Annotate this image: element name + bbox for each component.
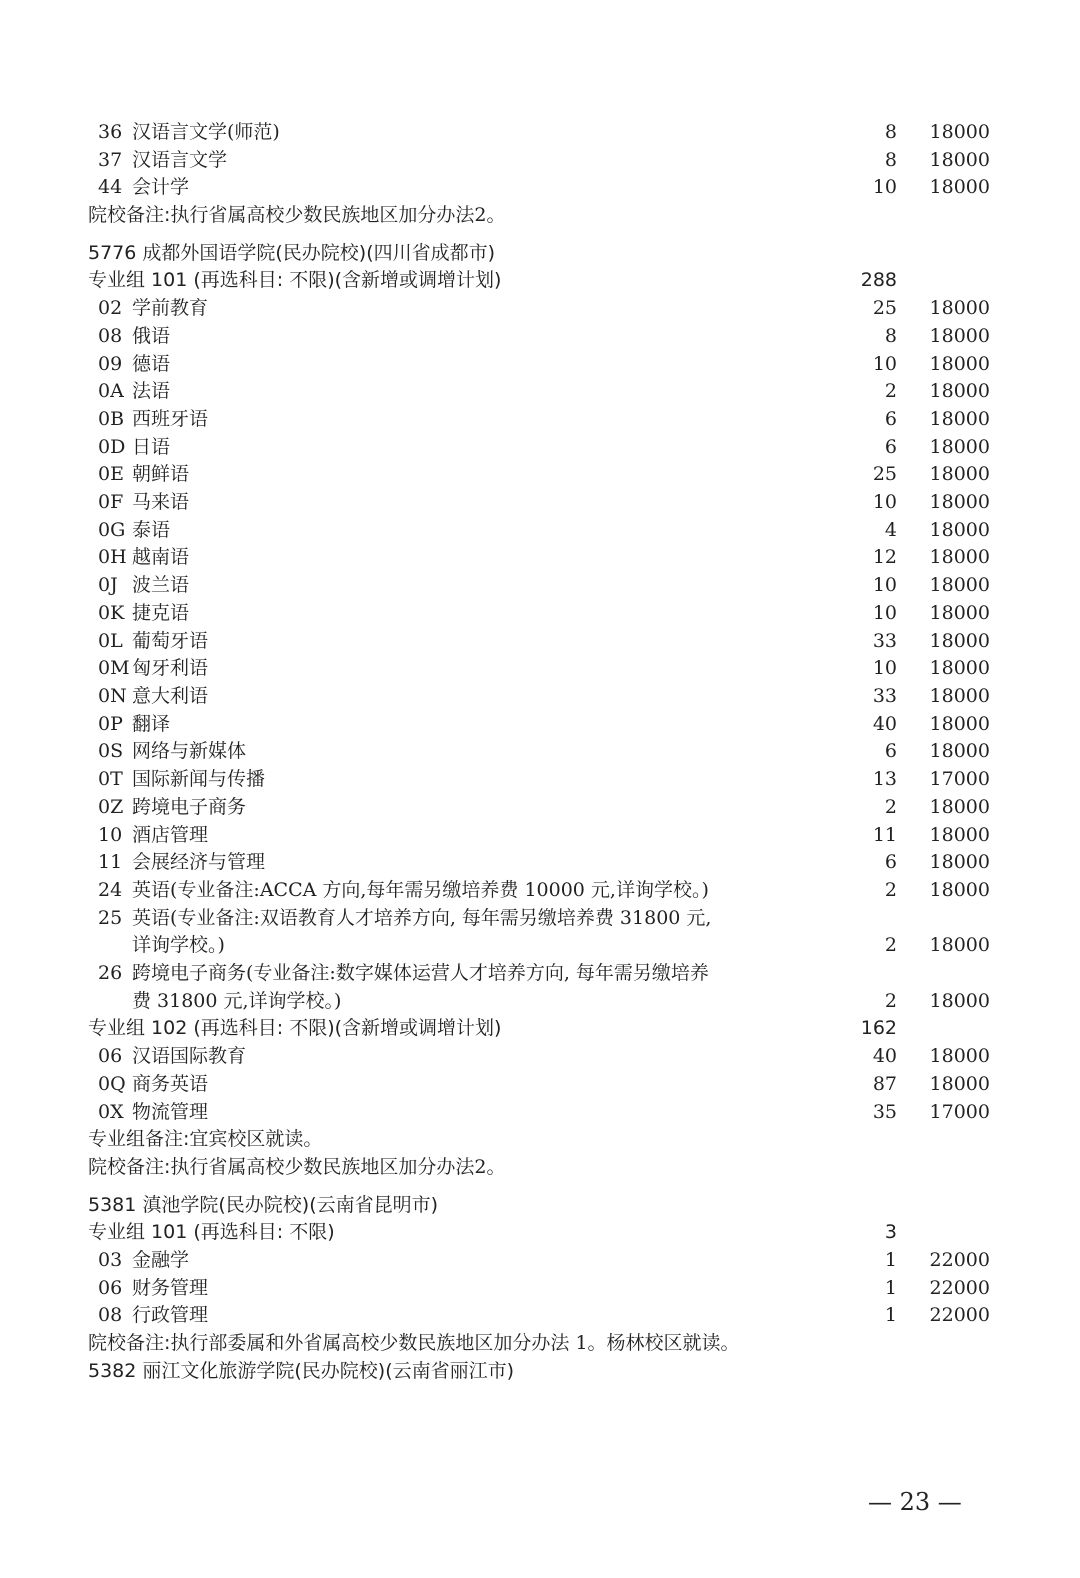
school-heading bbox=[0, 1191, 1080, 1219]
major-row bbox=[0, 350, 1080, 378]
tuition-fee: 18000 bbox=[929, 630, 990, 652]
major-code: 0N bbox=[98, 685, 127, 707]
tuition-fee: 22000 bbox=[929, 1304, 990, 1326]
major-code: 02 bbox=[98, 297, 123, 319]
plan-count: 8 bbox=[884, 149, 897, 171]
tuition-fee: 18000 bbox=[929, 824, 990, 846]
major-code: 0P bbox=[98, 713, 123, 735]
tuition-fee: 18000 bbox=[929, 297, 990, 319]
major-row bbox=[0, 765, 1080, 793]
major-code: 03 bbox=[98, 1249, 123, 1271]
plan-count: 35 bbox=[872, 1101, 897, 1123]
remark-label: 院校备注: bbox=[88, 204, 171, 226]
plan-count: 25 bbox=[872, 463, 897, 485]
school-heading bbox=[0, 239, 1080, 267]
major-name: 英语(专业备注:双语教育人才培养方向, 每年需另缴培养费 31800 元, bbox=[132, 907, 712, 929]
tuition-fee: 18000 bbox=[929, 519, 990, 541]
major-row bbox=[0, 433, 1080, 461]
major-name: 捷克语 bbox=[132, 602, 190, 624]
remark bbox=[88, 201, 506, 229]
major-name: 物流管理 bbox=[132, 1101, 209, 1123]
remark-line bbox=[0, 1125, 1080, 1153]
remark-line bbox=[0, 1153, 1080, 1181]
plan-count: 1 bbox=[884, 1304, 897, 1326]
plan-count: 8 bbox=[884, 121, 897, 143]
major-code: 0T bbox=[98, 768, 123, 790]
major-name: 国际新闻与传播 bbox=[132, 768, 266, 790]
plan-count: 2 bbox=[884, 934, 897, 956]
plan-count: 2 bbox=[884, 380, 897, 402]
tuition-fee: 18000 bbox=[929, 463, 990, 485]
major-name: 德语 bbox=[132, 353, 171, 375]
tuition-fee: 18000 bbox=[929, 851, 990, 873]
major-code: 26 bbox=[98, 962, 123, 984]
remark-text: 执行部委属和外省属高校少数民族地区加分办法 1。杨林校区就读。 bbox=[170, 1332, 740, 1354]
plan-count: 10 bbox=[872, 176, 897, 198]
plan-count: 2 bbox=[884, 879, 897, 901]
plan-count: 40 bbox=[872, 1045, 897, 1067]
plan-count: 10 bbox=[872, 353, 897, 375]
tuition-fee: 18000 bbox=[929, 602, 990, 624]
school-name: 5382 丽江文化旅游学院(民办院校)(云南省丽江市) bbox=[88, 1360, 515, 1382]
major-code: 24 bbox=[98, 879, 123, 901]
tuition-fee: 18000 bbox=[929, 121, 990, 143]
school-heading bbox=[0, 1357, 1080, 1385]
plan-count: 10 bbox=[872, 602, 897, 624]
major-name: 汉语言文学 bbox=[132, 149, 228, 171]
major-code: 0K bbox=[98, 602, 125, 624]
major-name: 日语 bbox=[132, 436, 171, 458]
major-row bbox=[0, 488, 1080, 516]
major-row bbox=[0, 571, 1080, 599]
remark-line bbox=[0, 1329, 1080, 1357]
remark-text: 执行省属高校少数民族地区加分办法2。 bbox=[170, 1156, 506, 1178]
plan-count: 12 bbox=[872, 546, 897, 568]
major-row bbox=[0, 848, 1080, 876]
major-code: 0B bbox=[98, 408, 125, 430]
major-name: 财务管理 bbox=[132, 1277, 209, 1299]
tuition-fee: 18000 bbox=[929, 1073, 990, 1095]
major-name: 马来语 bbox=[132, 491, 190, 513]
major-code: 0A bbox=[98, 380, 124, 402]
major-row bbox=[0, 1042, 1080, 1070]
plan-count: 13 bbox=[872, 768, 897, 790]
remark-text: 执行省属高校少数民族地区加分办法2。 bbox=[170, 204, 506, 226]
tuition-fee: 17000 bbox=[929, 768, 990, 790]
major-row bbox=[0, 793, 1080, 821]
major-row bbox=[0, 710, 1080, 738]
major-row bbox=[0, 959, 1080, 987]
major-row bbox=[0, 904, 1080, 932]
tuition-fee: 18000 bbox=[929, 353, 990, 375]
major-code: 0S bbox=[98, 740, 124, 762]
major-name: 越南语 bbox=[132, 546, 190, 568]
major-row bbox=[0, 146, 1080, 174]
major-row bbox=[0, 682, 1080, 710]
major-name: 匈牙利语 bbox=[132, 657, 209, 679]
plan-count: 6 bbox=[884, 436, 897, 458]
plan-count: 10 bbox=[872, 657, 897, 679]
major-row bbox=[0, 599, 1080, 627]
plan-count: 1 bbox=[884, 1249, 897, 1271]
group-title: 专业组 101 (再选科目: 不限)(含新增或调增计划) bbox=[88, 269, 502, 291]
tuition-fee: 18000 bbox=[929, 713, 990, 735]
school-name: 5776 成都外国语学院(民办院校)(四川省成都市) bbox=[88, 242, 496, 264]
major-name-continued: 详询学校。) bbox=[132, 934, 225, 956]
plan-count: 2 bbox=[884, 796, 897, 818]
major-code: 11 bbox=[98, 851, 123, 873]
major-name: 商务英语 bbox=[132, 1073, 209, 1095]
group-title: 专业组 101 (再选科目: 不限) bbox=[88, 1221, 335, 1243]
major-row bbox=[0, 1301, 1080, 1329]
school-name: 5381 滇池学院(民办院校)(云南省昆明市) bbox=[88, 1194, 439, 1216]
major-row bbox=[0, 654, 1080, 682]
remark bbox=[88, 1329, 740, 1357]
major-row bbox=[0, 543, 1080, 571]
major-row-continued bbox=[0, 987, 1080, 1015]
remark-line bbox=[0, 201, 1080, 229]
major-group-heading bbox=[0, 1218, 1080, 1246]
major-name: 英语(专业备注:ACCA 方向,每年需另缴培养费 10000 元,详询学校。) bbox=[132, 879, 709, 901]
major-row bbox=[0, 405, 1080, 433]
major-name: 朝鲜语 bbox=[132, 463, 190, 485]
tuition-fee: 18000 bbox=[929, 325, 990, 347]
major-code: 08 bbox=[98, 1304, 123, 1326]
major-name: 波兰语 bbox=[132, 574, 190, 596]
major-name: 网络与新媒体 bbox=[132, 740, 247, 762]
plan-count: 6 bbox=[884, 408, 897, 430]
major-group-heading bbox=[0, 266, 1080, 294]
major-row-continued bbox=[0, 931, 1080, 959]
major-row bbox=[0, 377, 1080, 405]
remark-label: 院校备注: bbox=[88, 1156, 171, 1178]
major-name: 会计学 bbox=[132, 176, 190, 198]
major-name: 汉语国际教育 bbox=[132, 1045, 247, 1067]
plan-count: 11 bbox=[872, 824, 897, 846]
major-code: 0G bbox=[98, 519, 126, 541]
major-name: 西班牙语 bbox=[132, 408, 209, 430]
major-code: 0X bbox=[98, 1101, 124, 1123]
major-name: 金融学 bbox=[132, 1249, 190, 1271]
major-row bbox=[0, 173, 1080, 201]
major-row bbox=[0, 1274, 1080, 1302]
plan-count: 40 bbox=[872, 713, 897, 735]
major-row bbox=[0, 737, 1080, 765]
major-name: 葡萄牙语 bbox=[132, 630, 209, 652]
major-row bbox=[0, 627, 1080, 655]
major-code: 06 bbox=[98, 1045, 123, 1067]
tuition-fee: 18000 bbox=[929, 380, 990, 402]
tuition-fee: 18000 bbox=[929, 491, 990, 513]
major-row bbox=[0, 1070, 1080, 1098]
group-title: 专业组 102 (再选科目: 不限)(含新增或调增计划) bbox=[88, 1017, 502, 1039]
plan-count: 25 bbox=[872, 297, 897, 319]
major-code: 0M bbox=[98, 657, 130, 679]
major-code: 10 bbox=[98, 824, 123, 846]
plan-count: 1 bbox=[884, 1277, 897, 1299]
plan-count: 6 bbox=[884, 851, 897, 873]
major-name: 跨境电子商务 bbox=[132, 796, 247, 818]
tuition-fee: 18000 bbox=[929, 740, 990, 762]
major-name: 泰语 bbox=[132, 519, 171, 541]
major-name: 学前教育 bbox=[132, 297, 209, 319]
major-code: 0J bbox=[98, 574, 118, 596]
major-code: 44 bbox=[98, 176, 123, 198]
group-total: 3 bbox=[884, 1221, 897, 1243]
major-row bbox=[0, 118, 1080, 146]
major-row bbox=[0, 294, 1080, 322]
major-row bbox=[0, 821, 1080, 849]
remark-label: 院校备注: bbox=[88, 1332, 171, 1354]
major-row bbox=[0, 1246, 1080, 1274]
major-code: 0L bbox=[98, 630, 123, 652]
major-name: 翻译 bbox=[132, 713, 171, 735]
tuition-fee: 17000 bbox=[929, 1101, 990, 1123]
plan-count: 33 bbox=[872, 630, 897, 652]
group-total: 288 bbox=[860, 269, 897, 291]
major-name: 酒店管理 bbox=[132, 824, 209, 846]
major-row bbox=[0, 876, 1080, 904]
major-code: 0Q bbox=[98, 1073, 126, 1095]
major-code: 0Z bbox=[98, 796, 124, 818]
major-name: 会展经济与管理 bbox=[132, 851, 266, 873]
major-code: 25 bbox=[98, 907, 123, 929]
remark bbox=[88, 1125, 322, 1153]
major-row bbox=[0, 460, 1080, 488]
major-name-continued: 费 31800 元,详询学校。) bbox=[132, 990, 342, 1012]
major-name: 俄语 bbox=[132, 325, 171, 347]
major-code: 08 bbox=[98, 325, 123, 347]
tuition-fee: 18000 bbox=[929, 657, 990, 679]
tuition-fee: 18000 bbox=[929, 408, 990, 430]
tuition-fee: 18000 bbox=[929, 176, 990, 198]
tuition-fee: 18000 bbox=[929, 149, 990, 171]
plan-count: 10 bbox=[872, 491, 897, 513]
major-code: 0F bbox=[98, 491, 124, 513]
tuition-fee: 18000 bbox=[929, 436, 990, 458]
major-group-heading bbox=[0, 1014, 1080, 1042]
plan-count: 33 bbox=[872, 685, 897, 707]
remark bbox=[88, 1153, 506, 1181]
major-row bbox=[0, 322, 1080, 350]
major-name: 汉语言文学(师范) bbox=[132, 121, 280, 143]
plan-count: 10 bbox=[872, 574, 897, 596]
major-name: 行政管理 bbox=[132, 1304, 209, 1326]
tuition-fee: 18000 bbox=[929, 1045, 990, 1067]
remark-label: 专业组备注: bbox=[88, 1128, 190, 1150]
page-number: — 23 — bbox=[868, 1488, 962, 1516]
tuition-fee: 22000 bbox=[929, 1249, 990, 1271]
plan-count: 2 bbox=[884, 990, 897, 1012]
major-row bbox=[0, 516, 1080, 544]
major-code: 09 bbox=[98, 353, 123, 375]
plan-count: 4 bbox=[884, 519, 897, 541]
tuition-fee: 18000 bbox=[929, 546, 990, 568]
group-total: 162 bbox=[860, 1017, 897, 1039]
major-code: 0D bbox=[98, 436, 126, 458]
major-code: 0E bbox=[98, 463, 124, 485]
remark-text: 宜宾校区就读。 bbox=[189, 1128, 323, 1150]
major-name: 法语 bbox=[132, 380, 171, 402]
tuition-fee: 18000 bbox=[929, 796, 990, 818]
major-code: 06 bbox=[98, 1277, 123, 1299]
major-code: 36 bbox=[98, 121, 123, 143]
major-name: 意大利语 bbox=[132, 685, 209, 707]
major-row bbox=[0, 1098, 1080, 1126]
tuition-fee: 22000 bbox=[929, 1277, 990, 1299]
tuition-fee: 18000 bbox=[929, 574, 990, 596]
major-name: 跨境电子商务(专业备注:数字媒体运营人才培养方向, 每年需另缴培养 bbox=[132, 962, 709, 984]
tuition-fee: 18000 bbox=[929, 934, 990, 956]
plan-count: 87 bbox=[872, 1073, 897, 1095]
major-code: 0H bbox=[98, 546, 127, 568]
tuition-fee: 18000 bbox=[929, 990, 990, 1012]
major-code: 37 bbox=[98, 149, 123, 171]
plan-count: 8 bbox=[884, 325, 897, 347]
tuition-fee: 18000 bbox=[929, 685, 990, 707]
plan-count: 6 bbox=[884, 740, 897, 762]
tuition-fee: 18000 bbox=[929, 879, 990, 901]
